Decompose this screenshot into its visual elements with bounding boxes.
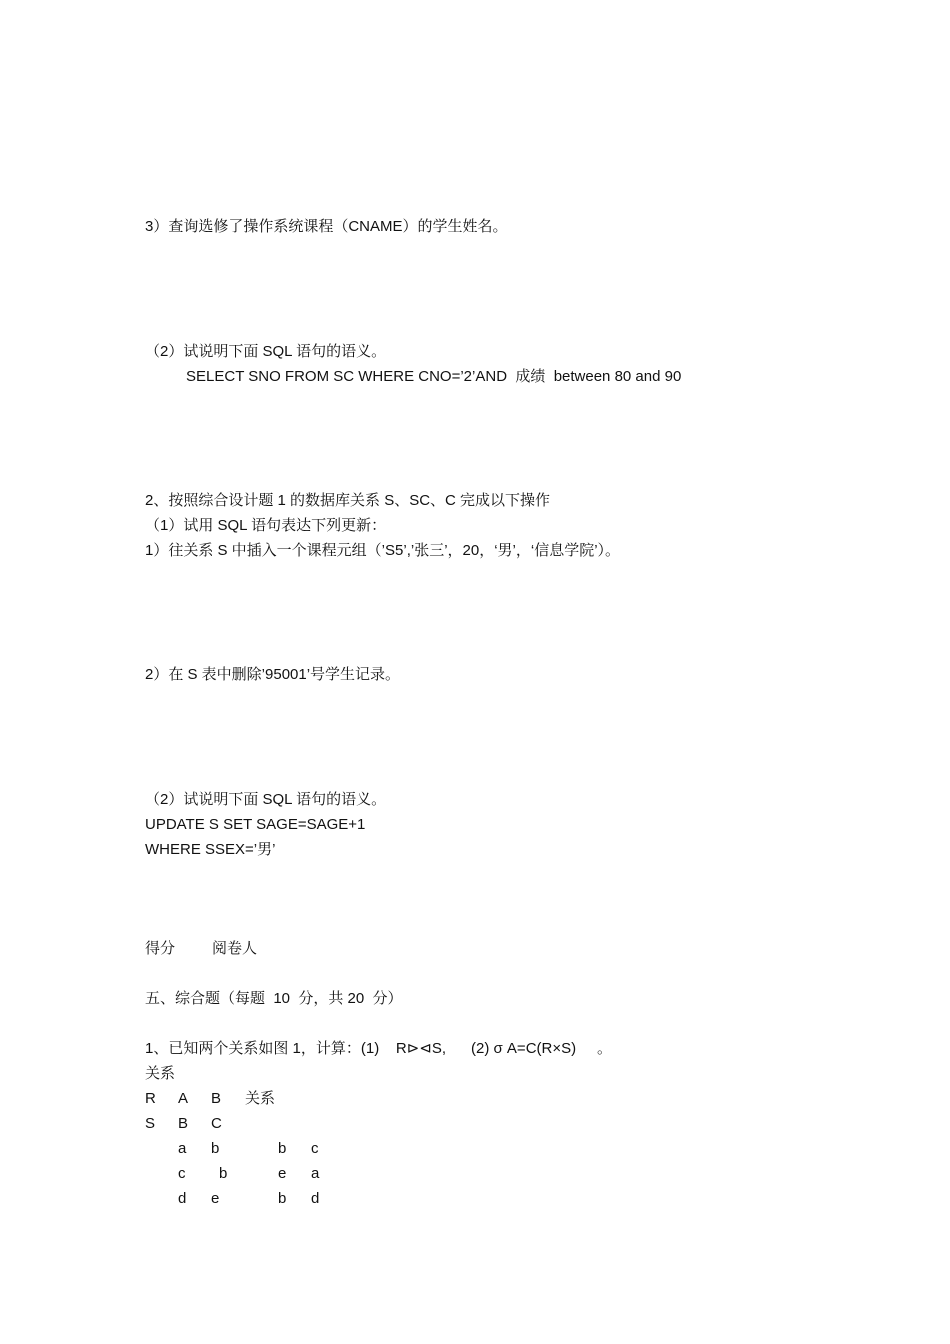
r-row-1-a: a — [178, 1140, 187, 1157]
question-2-sub-1: （1）试用 SQL 语句表达下列更新： — [145, 517, 387, 534]
r-row-2-b: b — [219, 1165, 228, 1182]
s-row-1-b: b — [278, 1140, 287, 1157]
s-row-3-c: d — [311, 1190, 320, 1207]
sql-statement-1: SELECT SNO FROM SC WHERE CNO=’2’AND 成绩 between 80 and 90 — [186, 368, 682, 385]
relation-s-col-c: C — [211, 1115, 222, 1132]
question-item-3: 3）查询选修了操作系统课程（CNAME）的学生姓名。 — [145, 218, 508, 235]
question-2-title: 2、按照综合设计题 1 的数据库关系 S、SC、C 完成以下操作 — [145, 492, 551, 509]
question-2-item-2: 2）在 S 表中删除’95001’号学生记录。 — [145, 666, 401, 683]
r-row-3-a: d — [178, 1190, 187, 1207]
grader-label: 阅卷人 — [212, 940, 258, 957]
relation-r-name: R — [145, 1090, 156, 1107]
s-row-2-c: a — [311, 1165, 320, 1182]
question-explain-1: （2）试说明下面 SQL 语句的语义。 — [145, 343, 387, 360]
section-5-question-1: 1、已知两个关系如图 1，计算：(1) R⊳⊲S, (2) σ A=C(R×S) 。 — [145, 1040, 612, 1057]
relation-label: 关系 — [245, 1090, 276, 1107]
r-row-1-b: b — [211, 1140, 220, 1157]
s-row-2-b: e — [278, 1165, 287, 1182]
relation-s-col-b: B — [178, 1115, 189, 1132]
s-row-3-b: b — [278, 1190, 287, 1207]
question-2-item-1: 1）往关系 S 中插入一个课程元组（’S5’,’张三’，20，‘男’，‘信息学院’）。 — [145, 542, 621, 559]
relation-r-col-b: B — [211, 1090, 222, 1107]
sql-statement-2-line-1: UPDATE S SET SAGE=SAGE+1 — [145, 816, 366, 833]
r-row-3-b: e — [211, 1190, 220, 1207]
sql-statement-2-line-2: WHERE SSEX=’男’ — [145, 841, 276, 858]
question-explain-2: （2）试说明下面 SQL 语句的语义。 — [145, 791, 387, 808]
relations-label: 关系 — [145, 1065, 176, 1082]
section-5-heading: 五、综合题（每题 10 分，共 20 分） — [145, 990, 403, 1007]
relation-s-name: S — [145, 1115, 156, 1132]
score-label: 得分 — [145, 940, 176, 957]
r-row-2-a: c — [178, 1165, 186, 1182]
s-row-1-c: c — [311, 1140, 319, 1157]
relation-r-col-a: A — [178, 1090, 189, 1107]
